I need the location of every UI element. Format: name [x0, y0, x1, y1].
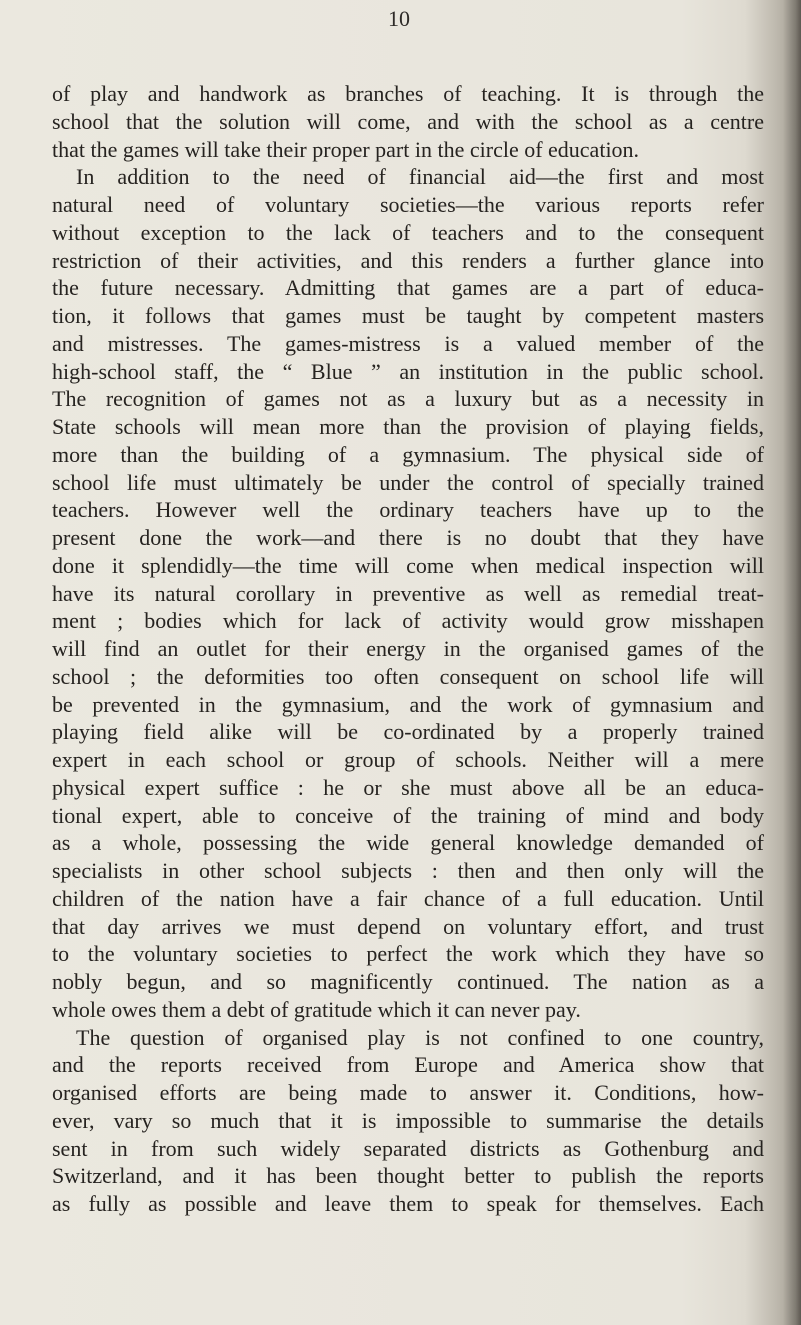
- text-line: The recognition of games not as a luxury but as a necessity in: [52, 386, 764, 412]
- text-line: In addition to the need of financial aid—the first and most: [76, 164, 764, 190]
- text-line: as fully as possible and leave them to speak for themselves. Each: [52, 1191, 764, 1216]
- text-line: without exception to the lack of teachers and to the consequent: [52, 219, 764, 245]
- text-line: ever, vary so much that it is impossible to summarise the details: [52, 1107, 764, 1133]
- paragraph-3: [52, 1024, 764, 1218]
- text-line: whole owes them a debt of gratitude which it can never pay.: [52, 996, 581, 1022]
- text-line: to the voluntary societies to perfect the work which they have so: [52, 941, 764, 967]
- text-line: nobly begun, and so magnificently continued. The nation as a: [52, 969, 764, 994]
- text-line: that day arrives we must depend on voluntary effort, and trust: [52, 913, 764, 939]
- page-number: 10: [388, 6, 410, 31]
- text-line: children of the nation have a fair chance of a full education. Until: [52, 885, 764, 911]
- text-line: specialists in other school subjects : then and then only will the: [52, 858, 764, 883]
- text-line: school life must ultimately be under the control of specially trained: [52, 469, 764, 495]
- text-line: State schools will mean more than the provision of playing fields,: [52, 414, 764, 439]
- text-line: and mistresses. The games-mistress is a valued member of the: [52, 330, 764, 356]
- body-text: [52, 80, 764, 1218]
- text-line: tion, it follows that games must be taught by competent masters: [52, 303, 764, 328]
- paragraph-1: [52, 80, 764, 163]
- text-line: and the reports received from Europe and America show that: [52, 1052, 764, 1078]
- text-line: done it splendidly—the time will come when medical inspection will: [52, 552, 764, 578]
- paragraph-2: [52, 163, 764, 1023]
- text-line: teachers. However well the ordinary teachers have up to the: [52, 497, 764, 523]
- text-line: Switzerland, and it has been thought better to publish the reports: [52, 1163, 764, 1189]
- text-line: school that the solution will come, and with the school as a centre: [52, 108, 764, 134]
- text-line: expert in each school or group of schools. Neither will a mere: [52, 747, 764, 772]
- text-line: ment ; bodies which for lack of activity would grow misshapen: [52, 608, 764, 634]
- text-line: as a whole, possessing the wide general knowledge demanded of: [52, 830, 764, 856]
- text-line: playing field alike will be co-ordinated by a properly trained: [52, 719, 764, 745]
- text-line: be prevented in the gymnasium, and the work of gymnasium and: [52, 691, 764, 717]
- text-line: more than the building of a gymnasium. The physical side of: [52, 441, 764, 467]
- text-line: organised efforts are being made to answer it. Conditions, how-: [52, 1080, 764, 1105]
- text-line: the future necessary. Admitting that games are a part of educa-: [52, 275, 764, 301]
- text-line: natural need of voluntary societies—the various reports refer: [52, 192, 764, 217]
- text-line: sent in from such widely separated districts as Gothenburg and: [52, 1135, 764, 1161]
- text-line: tional expert, able to conceive of the training of mind and body: [52, 802, 764, 828]
- text-line: that the games will take their proper part in the circle of education.: [52, 136, 640, 162]
- text-line: of play and handwork as branches of teaching. It is through the: [52, 81, 764, 106]
- text-line: restriction of their activities, and this renders a further glance into: [52, 247, 764, 273]
- text-line: high-school staff, the “ Blue ” an institution in the public school.: [52, 358, 764, 384]
- page-binding-shadow: [783, 0, 801, 1325]
- text-line: The question of organised play is not confined to one country,: [76, 1024, 764, 1050]
- text-line: present done the work—and there is no doubt that they have: [52, 525, 764, 550]
- text-line: school ; the deformities too often consequent on school life will: [52, 663, 764, 689]
- text-line: physical expert suffice : he or she must above all be an educa-: [52, 774, 764, 800]
- text-line: have its natural corollary in preventive as well as remedial treat-: [52, 580, 764, 606]
- text-line: will find an outlet for their energy in the organised games of the: [52, 636, 764, 661]
